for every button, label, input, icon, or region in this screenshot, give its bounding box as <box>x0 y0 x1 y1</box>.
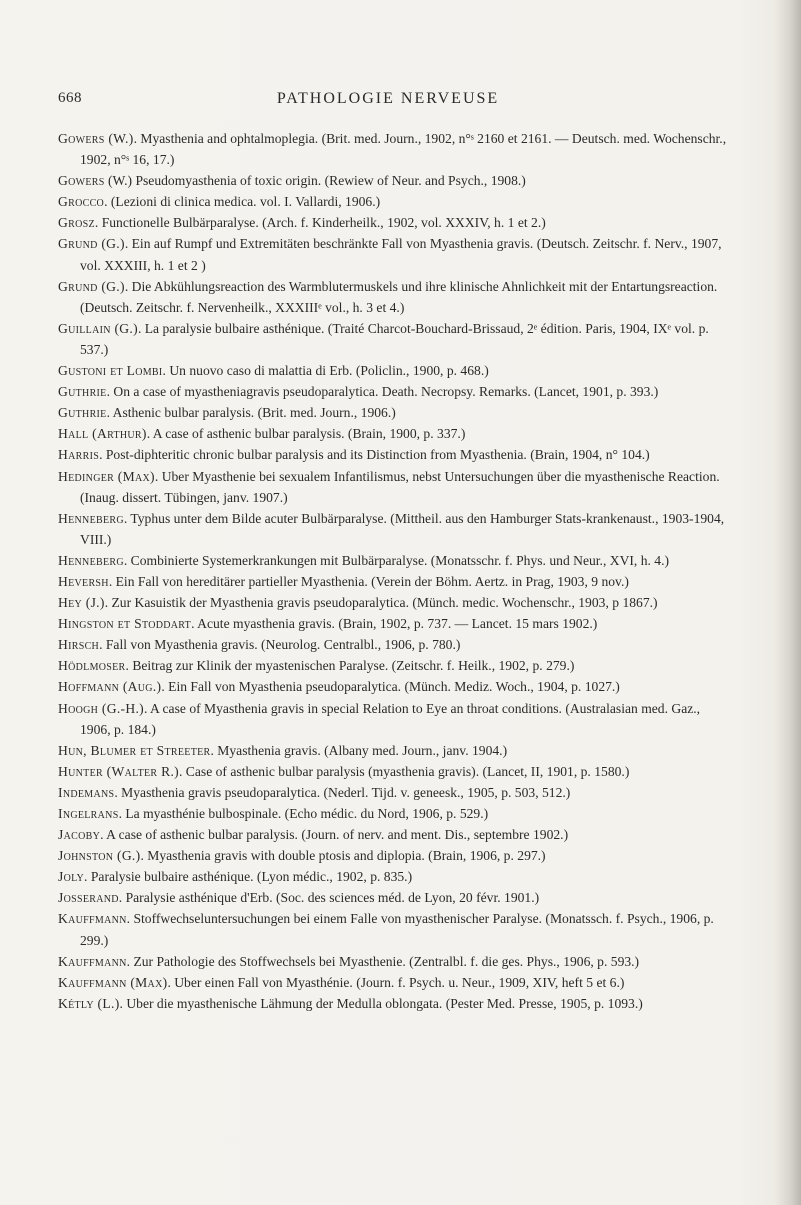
bibliography-entry: Kauffmann. Stoffwechseluntersuchungen bei einem Falle von myasthenischer Paralyse. (Monatssch. f. Psych., 1906, p. 299.) <box>58 911 714 948</box>
entry-author: Kauffmann <box>58 953 127 969</box>
bibliography-entry: Hey (J.). Zur Kasuistik der Myasthenia gravis pseudoparalytica. (Münch. medic. Wochenschr., 1903, p 1867.) <box>58 595 658 611</box>
entry-author: Indemans <box>58 784 115 800</box>
bibliography-entry: Gowers (W.). Myasthenia and ophtalmoplegia. (Brit. med. Journ., 1902, n°ˢ 2160 et 2161. — Deutsch. med. Wochenschr., 1902, n°ˢ 16, 17.) <box>58 131 727 168</box>
bibliography-entry: Guthrie. Asthenic bulbar paralysis. (Brit. med. Journ., 1906.) <box>58 405 396 421</box>
bibliography-entry: Hoogh (G.-H.). A case of Myasthenia gravis in special Relation to Eye an throat conditions. (Australasian med. Gaz., 1906, p. 184.) <box>58 700 701 737</box>
entry-author: Gowers <box>58 173 105 189</box>
bibliography-entry: Kauffmann (Max). Uber einen Fall von Myasthénie. (Journ. f. Psych. u. Neur., 1909, XIV, heft 5 et 6.) <box>58 974 625 990</box>
bibliography-entry: Grocco. (Lezioni di clinica medica. vol. I. Vallardi, 1906.) <box>58 194 381 210</box>
bibliography-entry: Josserand. Paralysie asthénique d'Erb. (Soc. des sciences méd. de Lyon, 20 févr. 1901.) <box>58 890 540 906</box>
bibliography-entry: Heversh. Ein Fall von hereditärer partieller Myasthenia. (Verein der Böhm. Aertz. in Prag, 1903, 9 nov.) <box>58 573 629 589</box>
entry-author: Kauffmann <box>58 911 127 927</box>
bibliography-entry: Henneberg. Typhus unter dem Bilde acuter Bulbärparalyse. (Mittheil. aus den Hamburger Stats-krankenaust., 1903-1904, VIII.) <box>58 510 725 547</box>
entry-author: Hoffmann (Aug.) <box>58 679 162 695</box>
entry-author: Grosz <box>58 215 95 231</box>
entry-author: Ingelrans <box>58 806 119 821</box>
bibliography-entry: Kétly (L.). Uber die myasthenische Lähmung der Medulla oblongata. (Pester Med. Presse, 1905, p. 1093.) <box>58 995 643 1011</box>
entry-author: Hedinger (Max) <box>58 468 155 484</box>
entry-author: Hunter (Walter R.) <box>58 763 179 779</box>
bibliography-entry: Guthrie. On a case of myastheniagravis pseudoparalytica. Death. Necropsy. Remarks. (Lancet, 1901, p. 393.) <box>58 384 659 400</box>
entry-author: Kétly (L.) <box>58 995 120 1011</box>
entry-author: Hall (Arthur) <box>58 426 147 442</box>
bibliography-entry: Grund (G.). Ein auf Rumpf und Extremitäten beschränkte Fall von Myasthenia gravis. (Deutsch. Zeitschr. f. Nerv., 1907, vol. XXXIII, h. 1 et 2 ) <box>58 236 722 273</box>
bibliography-entry: Jacoby. A case of asthenic bulbar paralysis. (Journ. of nerv. and ment. Dis., septembre 1902.) <box>58 827 569 843</box>
bibliography-entry: Gustoni et Lombi. Un nuovo caso di malattia di Erb. (Policlin., 1900, p. 468.) <box>58 363 489 379</box>
entry-author: Grund (G.) <box>58 236 125 252</box>
bibliography-entry: Grund (G.). Die Abkühlungsreaction des Warmblutermuskels und ihre klinische Ahnlichkeit mit der Entartungsreaction. (Deutsch. Zeitschr. f. Nervenheilk., XXXIIIᵉ vol., h. 3 et 4.) <box>58 278 718 315</box>
entry-author: Guthrie <box>58 384 107 400</box>
entry-author: Kauffmann (Max) <box>58 974 168 990</box>
entry-author: Grund (G.) <box>58 278 125 294</box>
bibliography-entry: Hirsch. Fall von Myasthenia gravis. (Neurolog. Centralbl., 1906, p. 780.) <box>58 637 461 653</box>
entry-author: Hödlmoser <box>58 658 126 674</box>
bibliography-entry: Hingston et Stoddart. Acute myasthenia gravis. (Brain, 1902, p. 737. — Lancet. 15 mars 1902.) <box>58 616 598 632</box>
entry-author: Hingston et Stoddart <box>58 616 192 632</box>
entry-author: Gowers (W.) <box>58 131 134 146</box>
page-header <box>58 90 698 112</box>
entry-author: Guillain (G.) <box>58 320 138 336</box>
bibliography-entry: Harris. Post-diphteritic chronic bulbar paralysis and its Distinction from Myasthenia. (Brain, 1904, n° 104.) <box>58 447 650 463</box>
entry-author: Jacoby <box>58 827 101 843</box>
bibliography-entry: Grosz. Functionelle Bulbärparalyse. (Arch. f. Kinderheilk., 1902, vol. XXXIV, h. 1 et 2.) <box>58 215 546 231</box>
entry-author: Harris <box>58 447 100 463</box>
bibliography-entry: Hun, Blumer et Streeter. Myasthenia gravis. (Albany med. Journ., janv. 1904.) <box>58 742 508 758</box>
bibliography-list <box>58 128 728 1014</box>
bibliography-entry: Guillain (G.). La paralysie bulbaire asthénique. (Traité Charcot-Bouchard-Brissaud, 2ᵉ édition. Paris, 1904, IXᵉ vol. p. 537.) <box>58 320 709 357</box>
bibliography-entry: Hall (Arthur). A case of asthenic bulbar paralysis. (Brain, 1900, p. 337.) <box>58 426 466 442</box>
running-head: PATHOLOGIE NERVEUSE <box>276 90 500 107</box>
bibliography-entry: Hunter (Walter R.). Case of asthenic bulbar paralysis (myasthenia gravis). (Lancet, II, 1901, p. 1580.) <box>58 763 630 779</box>
bibliography-entry: Hedinger (Max). Uber Myasthenie bei sexualem Infantilismus, nebst Untersuchungen über die myasthenische Reaction. (Inaug. dissert. Tübingen, janv. 1907.) <box>58 468 720 505</box>
entry-author: Henneberg <box>58 552 124 568</box>
entry-author: Joly <box>58 869 85 885</box>
bibliography-entry: Kauffmann. Zur Pathologie des Stoffwechsels bei Myasthenie. (Zentralbl. f. die ges. Phys., 1906, p. 593.) <box>58 953 640 969</box>
entry-author: Johnston (G.) <box>58 848 141 864</box>
entry-author: Guthrie <box>58 405 107 421</box>
bibliography-entry: Indemans. Myasthenia gravis pseudoparalytica. (Nederl. Tijd. v. geneesk., 1905, p. 503, 512.) <box>58 784 571 800</box>
entry-author: Hey (J.) <box>58 595 105 611</box>
entry-author: Henneberg <box>58 510 124 526</box>
page-number: 668 <box>58 90 82 106</box>
entry-author: Gustoni et Lombi <box>58 363 163 379</box>
bibliography-entry: Johnston (G.). Myasthenia gravis with double ptosis and diplopia. (Brain, 1906, p. 297.) <box>58 848 546 864</box>
bibliography-entry: Gowers (W.) Pseudomyasthenia of toxic origin. (Rewiew of Neur. and Psych., 1908.) <box>58 173 526 189</box>
bibliography-entry: Joly. Paralysie bulbaire asthénique. (Lyon médic., 1902, p. 835.) <box>58 869 413 885</box>
page-binding-shadow <box>775 0 801 1205</box>
bibliography-entry: Henneberg. Combinierte Systemerkrankungen mit Bulbärparalyse. (Monatsschr. f. Phys. und Neur., XVI, h. 4.) <box>58 552 670 568</box>
bibliography-entry: Hoffmann (Aug.). Ein Fall von Myasthenia pseudoparalytica. (Münch. Mediz. Woch., 1904, p. 1027.) <box>58 679 620 695</box>
entry-author: Grocco <box>58 194 105 210</box>
entry-author: Josserand <box>58 890 119 906</box>
entry-author: Heversh <box>58 573 109 589</box>
bibliography-entry: Ingelrans. La myasthénie bulbospinale. (Echo médic. du Nord, 1906, p. 529.) <box>58 806 489 821</box>
bibliography-entry: Hödlmoser. Beitrag zur Klinik der myastenischen Paralyse. (Zeitschr. f. Heilk., 1902, p. 279.) <box>58 658 575 674</box>
entry-author: Hoogh (G.-H.) <box>58 700 145 716</box>
entry-author: Hun, Blumer et Streeter <box>58 742 211 758</box>
entry-author: Hirsch <box>58 637 100 653</box>
